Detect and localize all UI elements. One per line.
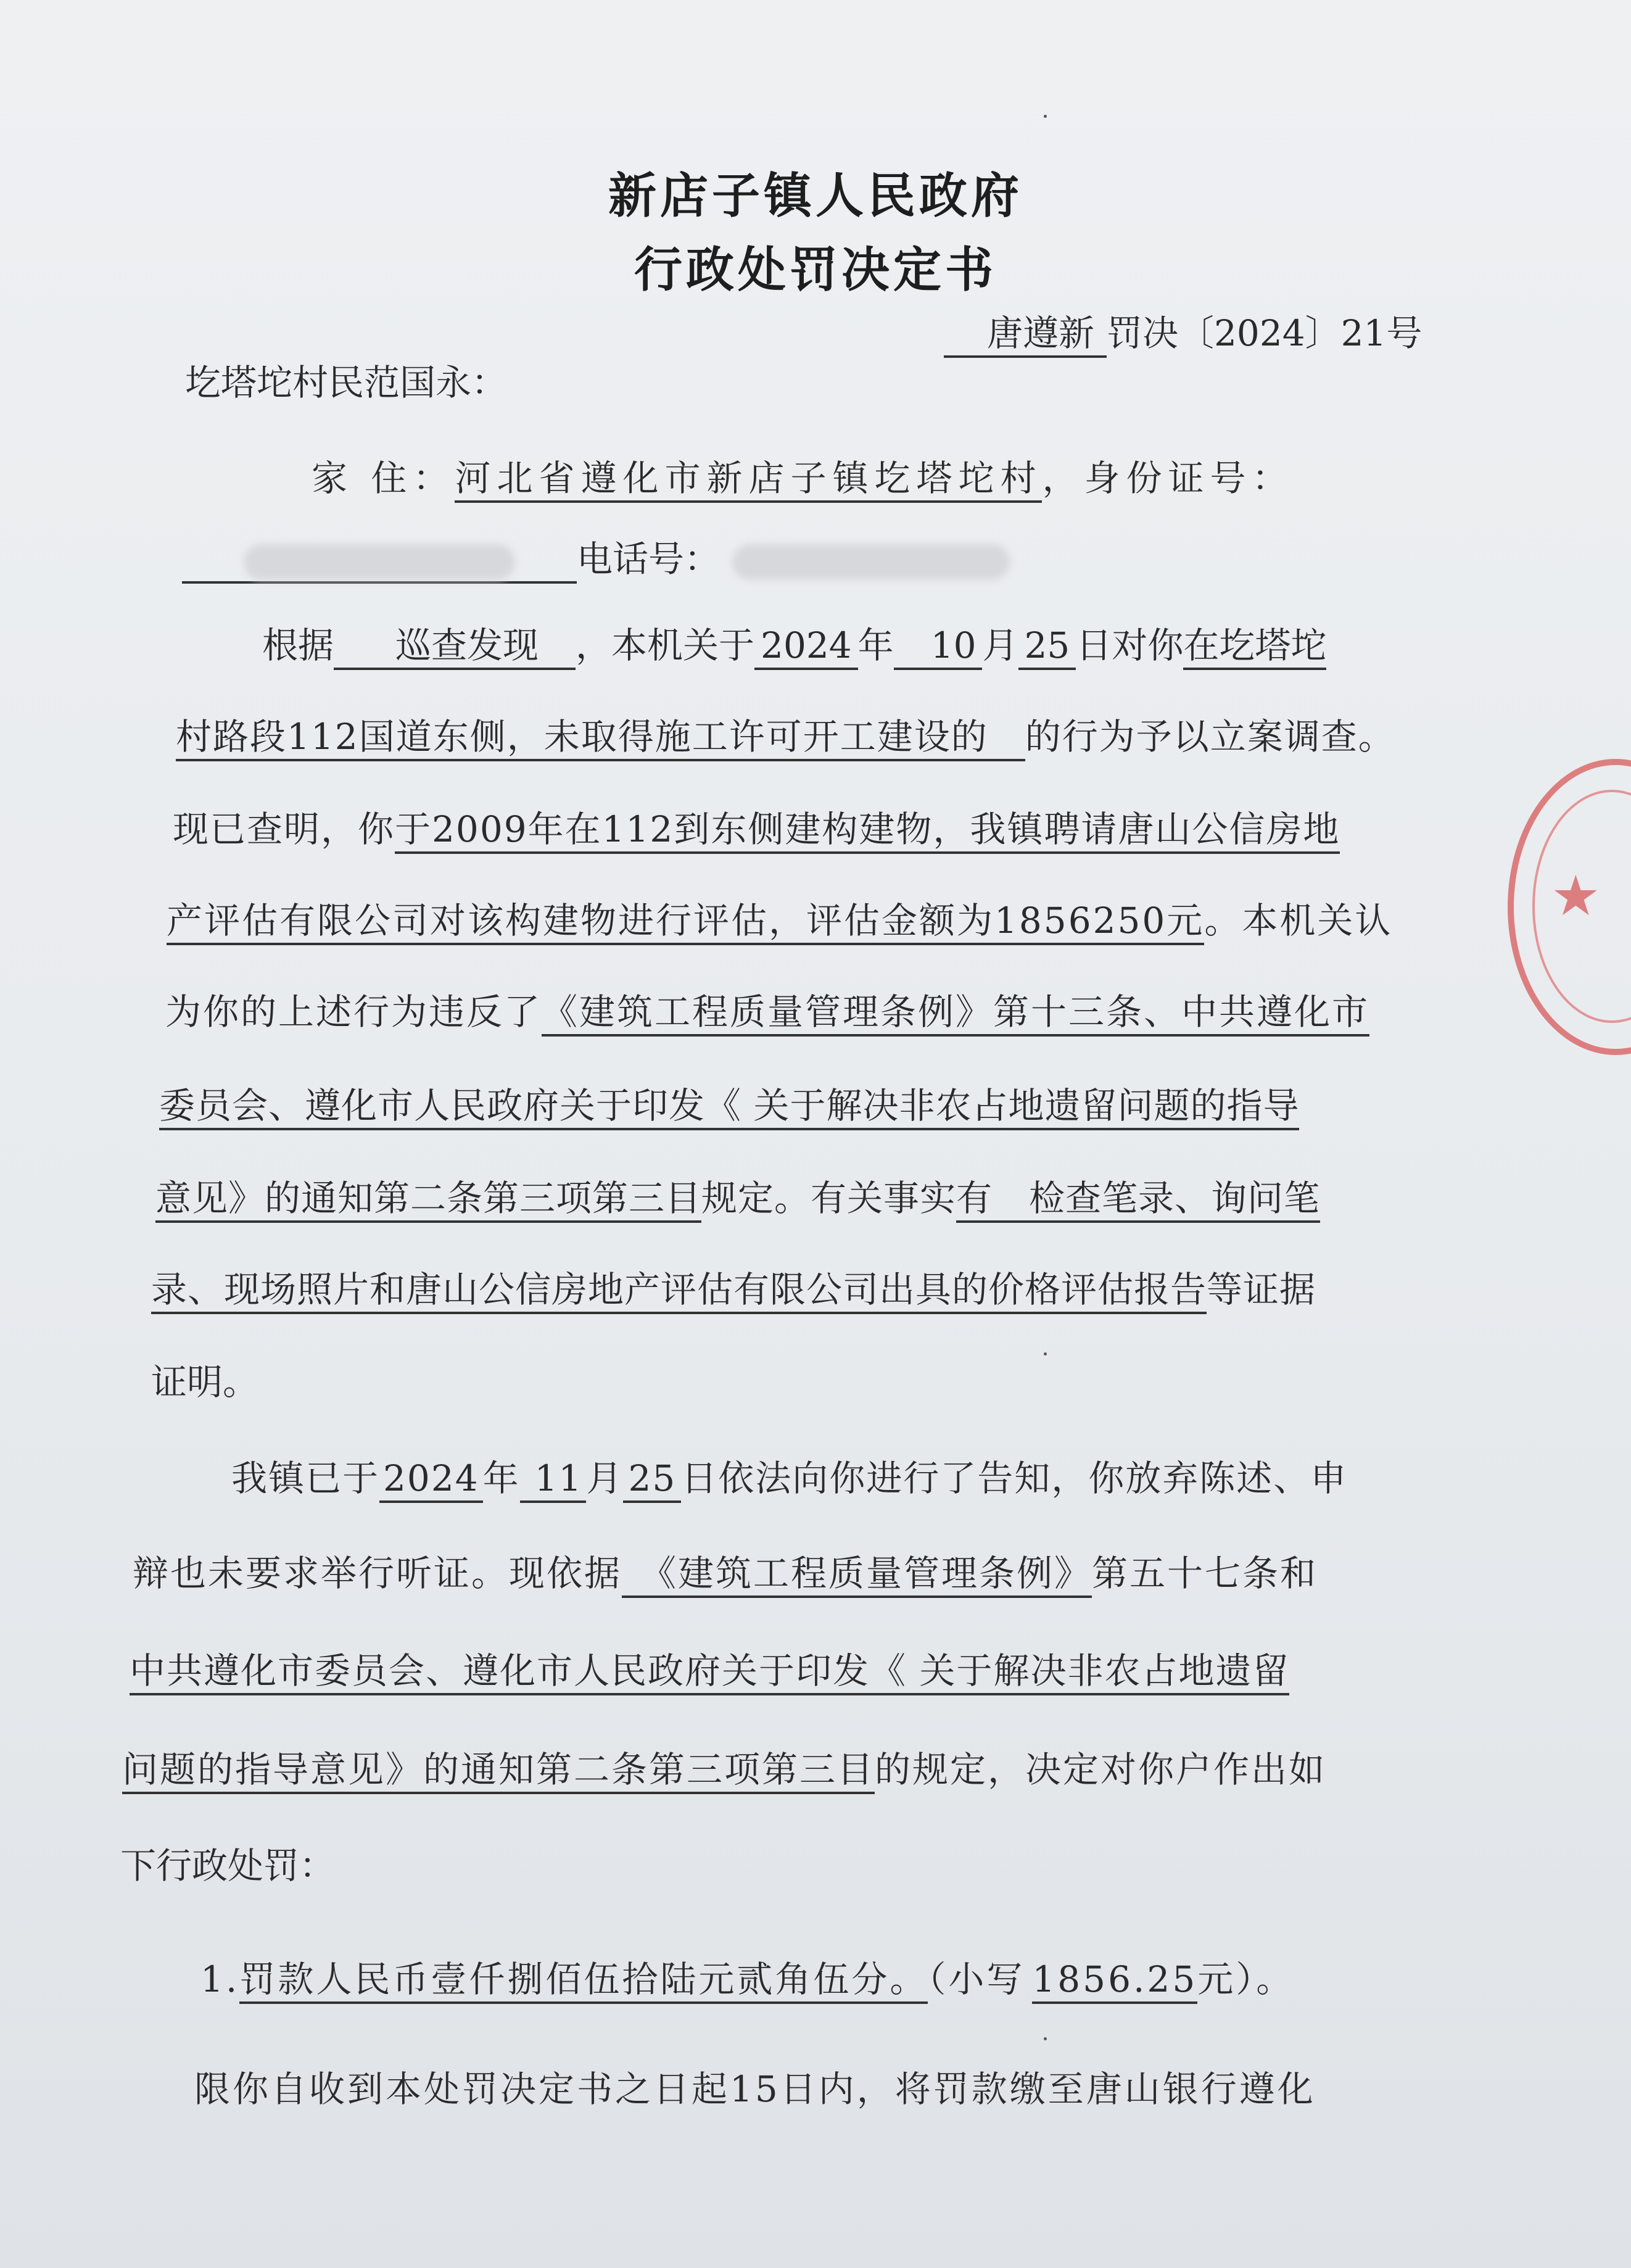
- violated-regulation-cont: 委员会、遵化市人民政府关于印发《 关于解决非农占地遗留问题的指导: [159, 1085, 1299, 1130]
- paragraph-2-line-1: [231, 1454, 1347, 1503]
- fine-amount-figures: 1856.25: [1032, 1958, 1197, 2004]
- phone-line: [182, 534, 1010, 584]
- residence-line: [312, 453, 1294, 503]
- text: ，本机关于: [576, 624, 755, 666]
- document-number-prefix: 唐遵新: [944, 312, 1107, 358]
- text: 元）。: [1197, 1958, 1295, 2000]
- paragraph-1-line-5: [165, 987, 1369, 1037]
- item-number: 1.: [200, 1958, 240, 2000]
- addressee: [185, 358, 507, 407]
- document-title-issuer: 新店子镇人民政府: [608, 168, 1023, 224]
- paragraph-2-line-3: [130, 1646, 1289, 1695]
- paragraph-1-line-6: [159, 1081, 1299, 1130]
- text: 第五十七条和: [1092, 1552, 1318, 1594]
- case-source: 巡查发现: [334, 624, 576, 670]
- violation-description: 村路段112国道东侧，未取得施工许可开工建设的: [176, 716, 1025, 761]
- text: 的行为予以立案调查。: [1025, 716, 1395, 758]
- text: 证明。: [151, 1361, 259, 1403]
- paragraph-3-line-1: [194, 2064, 1316, 2114]
- finding-text: 于2009年在112到东侧建构建物，我镇聘请唐山公信房地: [395, 808, 1340, 854]
- legal-basis-end: 问题的指导意见》的通知第二条第三项第三目: [122, 1749, 875, 1794]
- text: 限你自收到本处罚决定书之日起15日内，将罚款缴至唐山银行遵化: [194, 2068, 1316, 2110]
- paragraph-1-line-9: [151, 1357, 258, 1407]
- scan-speck: [1044, 115, 1047, 118]
- paragraph-1-line-1: [262, 621, 1326, 670]
- paragraph-1-line-7: [155, 1173, 1320, 1223]
- paragraph-2-line-5: [120, 1841, 335, 1890]
- text: （小写: [928, 1958, 1025, 2000]
- addressee-text: 圪塔坨村民范国永：: [185, 362, 508, 404]
- paragraph-2-line-2: [133, 1549, 1318, 1598]
- redacted-id-number: [182, 543, 577, 584]
- document-number-rest: 罚决〔2024〕21号: [1107, 312, 1422, 354]
- paragraph-1-line-8: [151, 1265, 1316, 1314]
- legal-basis-cont: 中共遵化市委员会、遵化市人民政府关于印发《 关于解决非农占地遗留: [130, 1650, 1289, 1695]
- text: 下行政处罚：: [120, 1845, 336, 1887]
- text: 辩也未要求举行听证。现依据: [133, 1552, 622, 1594]
- text: 年: [482, 1457, 520, 1499]
- text: 现已查明，你: [173, 808, 395, 850]
- text: 为你的上述行为违反了: [165, 991, 542, 1033]
- violated-regulation-end: 意见》的通知第二条第三项第三目: [155, 1177, 701, 1223]
- text: 根据: [262, 624, 334, 666]
- text: 年: [857, 624, 894, 666]
- redacted-phone-number: [732, 544, 1010, 580]
- filing-month: 10: [894, 624, 983, 670]
- official-seal: ★: [1508, 759, 1631, 1055]
- document-title: 行政处罚决定书: [634, 242, 997, 298]
- filing-day: 25: [1018, 624, 1076, 670]
- notice-year: 2024: [379, 1457, 483, 1503]
- residence-address: 河北省遵化市新店子镇圪塔坨村: [455, 457, 1042, 503]
- text: 规定。有关事实: [701, 1177, 957, 1219]
- text: 日对你: [1076, 624, 1184, 666]
- text: 等证据: [1207, 1269, 1316, 1310]
- penalty-item-1: [200, 1955, 1294, 2004]
- paragraph-2-line-4: [122, 1745, 1326, 1794]
- text: 的规定，决定对你户作出如: [875, 1749, 1327, 1790]
- assessment-text: 产评估有限公司对该构建物进行评估，评估金额为1856250元: [167, 900, 1204, 945]
- document-number: [944, 308, 1422, 358]
- paragraph-1-line-4: [167, 896, 1392, 945]
- fine-amount-words: 罚款人民币壹仟捌佰伍拾陆元贰角伍分。: [239, 1958, 928, 2004]
- violated-regulation: 《建筑工程质量管理条例》第十三条、中共遵化市: [542, 991, 1369, 1037]
- id-number-label: ，身份证号：: [1042, 457, 1294, 499]
- scan-speck: [1044, 2037, 1047, 2040]
- evidence-list: 有 检查笔录、询问笔: [956, 1177, 1320, 1223]
- text: 日依法向你进行了告知，你放弃陈述、申: [681, 1457, 1348, 1499]
- scan-speck: [1044, 1352, 1047, 1355]
- evidence-list-cont: 录、现场照片和唐山公信房地产评估有限公司出具的价格评估报告: [151, 1269, 1207, 1314]
- phone-label: 电话号：: [577, 538, 721, 580]
- text: 。本机关认: [1204, 900, 1393, 942]
- notice-day: 25: [623, 1457, 681, 1503]
- text: 我镇已于: [231, 1457, 380, 1499]
- violation-location: 在圪塔坨: [1183, 624, 1326, 670]
- filing-year: 2024: [754, 624, 858, 670]
- text: 月: [586, 1457, 624, 1499]
- residence-label: 家 住：: [312, 457, 455, 499]
- paragraph-1-line-2: [176, 712, 1395, 761]
- notice-month: 11: [520, 1457, 587, 1503]
- legal-basis: 《建筑工程质量管理条例》: [622, 1552, 1092, 1598]
- paragraph-1-line-3: [173, 805, 1340, 854]
- text: 月: [982, 624, 1018, 666]
